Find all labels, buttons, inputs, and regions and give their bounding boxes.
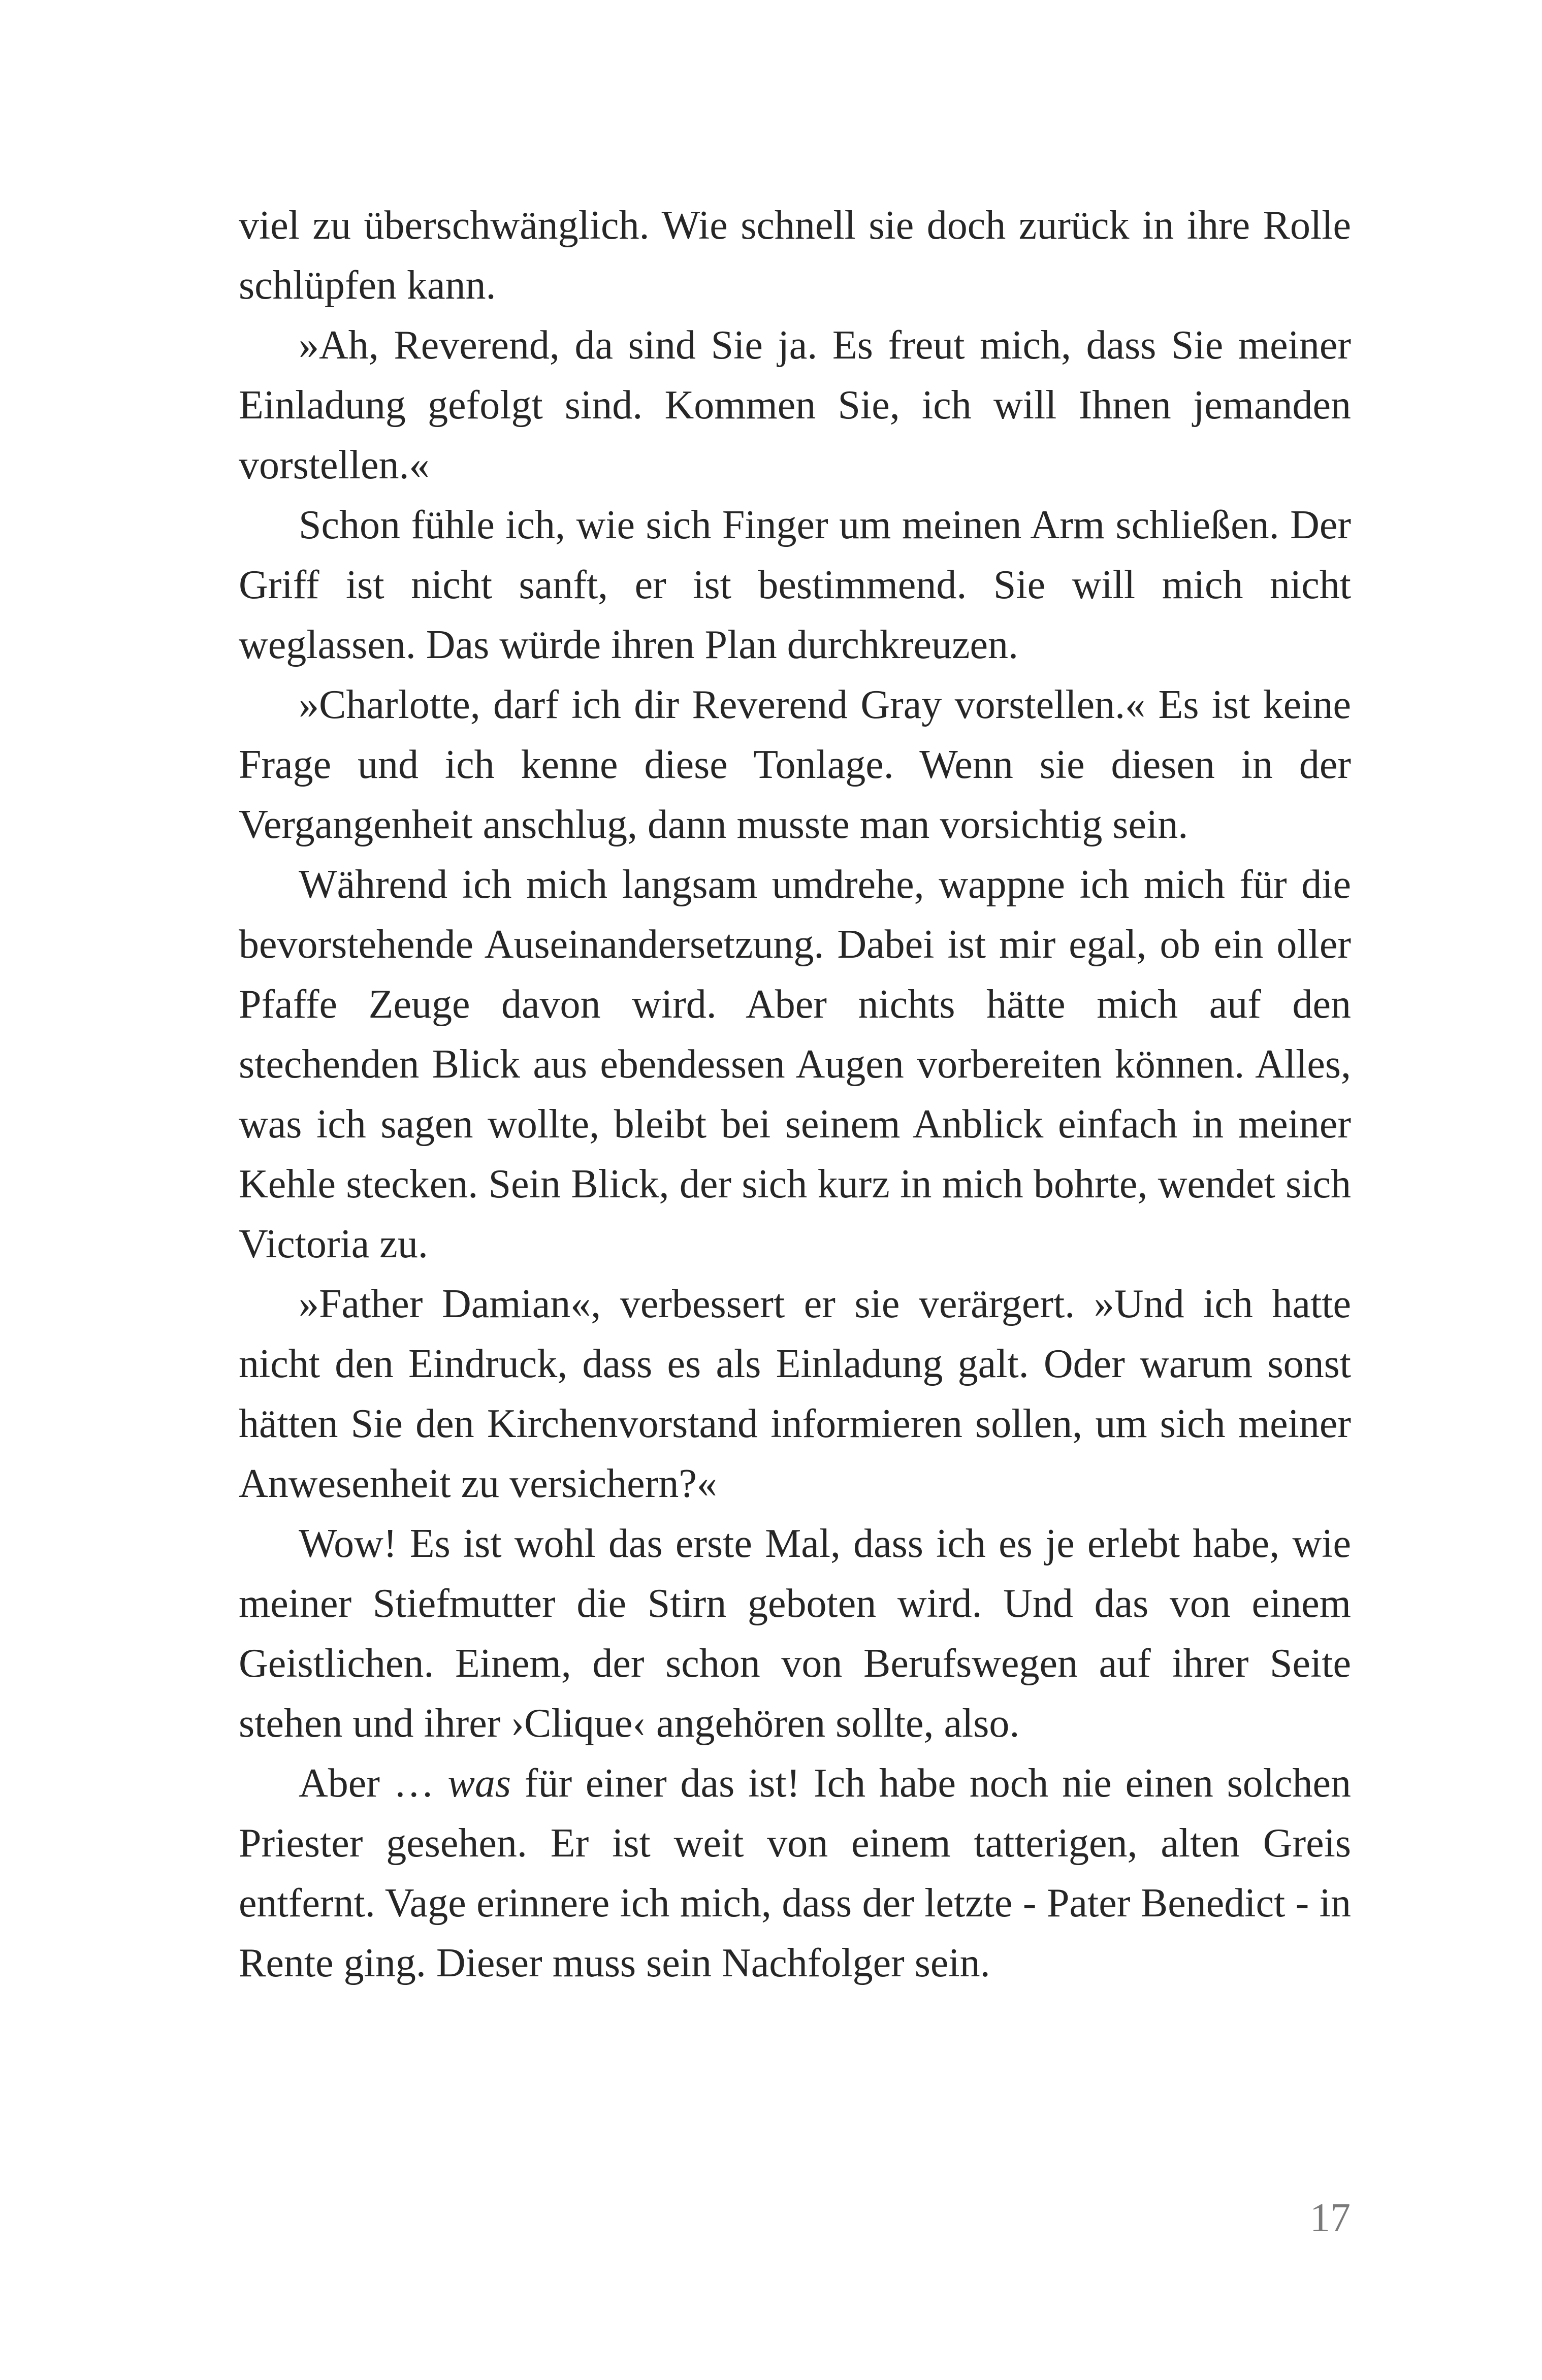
page-number: 17 — [1310, 2196, 1351, 2240]
emphasized-word: was — [447, 1761, 511, 1806]
paragraph: Während ich mich langsam umdrehe, wappne ich mich für die bevorstehende Auseinandersetzung. Dabei ist mir egal, ob ein oller Pfaffe Zeuge davon wird. Aber nichts hätte mich auf den stechenden Blick aus ebendessen Augen vorbereiten können. Alles, was ich sagen wollte, bleibt bei seinem Anblick einfach in meiner Kehle stecken. Sein Blick, der sich kurz in mich bohrte, wendet sich Victoria zu. — [239, 862, 1351, 1266]
paragraph-text-end: für einer das ist! Ich habe noch nie einen solchen Priester gesehen. Er ist weit von einem tatterigen, alten Greis entfernt. Vage erinnere ich mich, dass der letzte - Pater Benedict - in Rente ging. Dieser muss sein Nachfolger sein. — [239, 1761, 1351, 1985]
paragraph: viel zu überschwänglich. Wie schnell sie doch zurück in ihre Rolle schlüpfen kann. — [239, 203, 1351, 308]
paragraph: »Ah, Reverend, da sind Sie ja. Es freut mich, dass Sie meiner Einladung gefolgt sind. Kommen Sie, ich will Ihnen jemanden vorstellen.« — [239, 323, 1351, 487]
paragraph: »Charlotte, darf ich dir Reverend Gray vorstellen.« Es ist keine Frage und ich kenne diese Tonlage. Wenn sie diesen in der Vergangenheit anschlug, dann musste man vorsichtig sein. — [239, 682, 1351, 847]
paragraph: Wow! Es ist wohl das erste Mal, dass ich es je erlebt habe, wie meiner Stiefmutter die Stirn geboten wird. Und das von einem Geistlichen. Einem, der schon von Berufswegen auf ihrer Seite stehen und ihrer ›Clique‹ angehören sollte, also. — [239, 1521, 1351, 1746]
paragraph-text-start: Aber … — [299, 1761, 448, 1806]
paragraph: Schon fühle ich, wie sich Finger um meinen Arm schließen. Der Griff ist nicht sanft, er ist bestimmend. Sie will mich nicht weglassen. Das würde ihren Plan durchkreuzen. — [239, 503, 1351, 667]
paragraph-last — [239, 1753, 1351, 1993]
paragraph: »Father Damian«, verbessert er sie verärgert. »Und ich hatte nicht den Eindruck, dass es als Einladung galt. Oder warum sonst hätten Sie den Kirchenvorstand informieren sollen, um sich meiner Anwesenheit zu versichern?« — [239, 1282, 1351, 1506]
body-text — [239, 195, 1351, 1993]
